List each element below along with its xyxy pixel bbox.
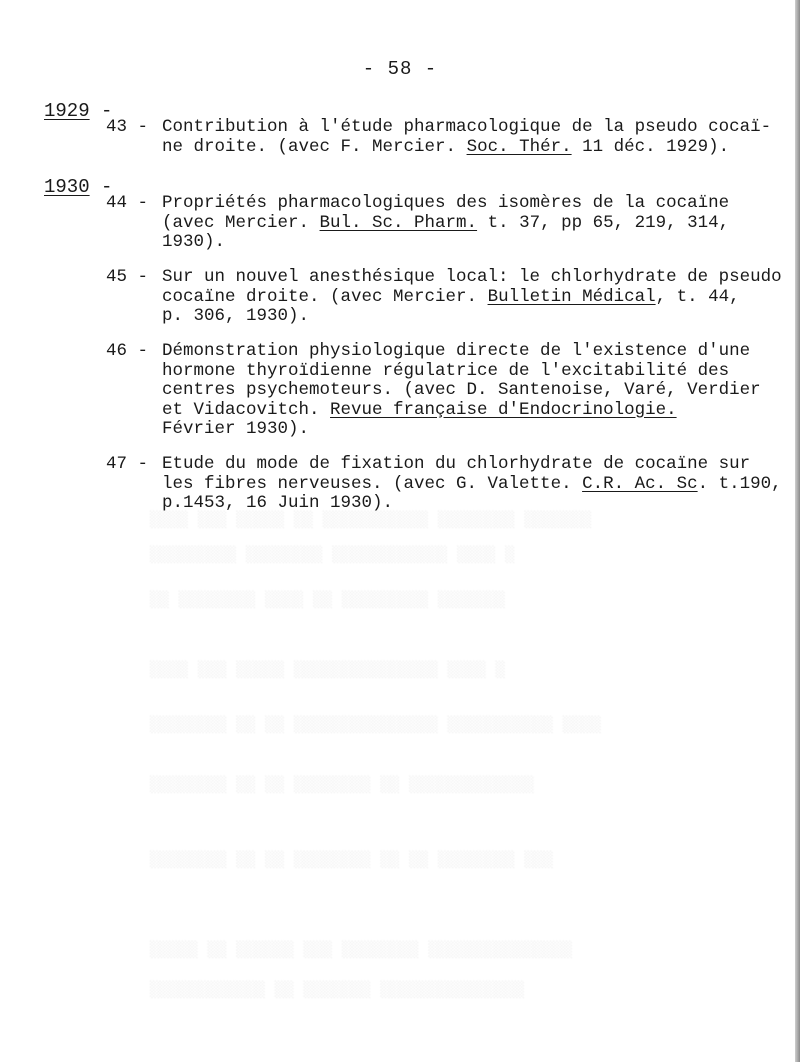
entry-text: hormone thyroïdienne régulatrice de l'excitabilité des (162, 360, 730, 381)
show-through-text: ░░░░░░░░░ ░░░░░░░░ ░░░░░░░░░░░░ ░░░░ ░ (150, 546, 515, 564)
bibliography-entry (106, 455, 796, 514)
entry-line (106, 268, 796, 288)
entry-text: les fibres nerveuses. (avec G. Valette. (162, 473, 583, 494)
bibliography-entry (106, 118, 796, 157)
page-edge (795, 0, 800, 1062)
entry-text: Démonstration physiologique directe de l'existence d'une (162, 341, 751, 361)
entry-line (106, 401, 796, 421)
entry-text: , t. 44, (655, 286, 740, 307)
entry-line (106, 381, 796, 401)
entry-line (106, 214, 796, 234)
entry-line (106, 475, 796, 495)
entry-text: Etude du mode de fixation du chlorhydrate de cocaïne sur (162, 454, 751, 474)
bibliography-entry (106, 194, 796, 253)
entry-text: et Vidacovitch. (162, 399, 331, 420)
page-number: - 58 - (362, 58, 438, 80)
entry-text: Contribution à l'étude pharmacologique de la pseudo cocaï- (162, 117, 772, 137)
entry-text: 11 déc. 1929). (571, 136, 730, 157)
entry-text: t. 37, pp 65, 219, 314, (477, 212, 730, 233)
entry-line (106, 420, 796, 440)
journal-title: Revue française d'Endocrinologie. (330, 399, 677, 420)
bibliography-entry (106, 342, 796, 440)
bibliography-entry (106, 268, 796, 327)
show-through-text: ░░░░░░░░ ░░ ░░ ░░░░░░░░ ░░ ░░░░░░░░░░░░░ (150, 776, 535, 794)
show-through-text: ░░░░░ ░░ ░░░░░░ ░░░ ░░░░░░░░ ░░░░░░░░░░░░░░░ (150, 941, 573, 959)
entry-number: 45 - (106, 267, 149, 287)
year-heading: 1930 - (44, 176, 113, 198)
entry-number: 43 - (106, 117, 149, 137)
entry-line (106, 233, 796, 253)
entry-line (106, 118, 796, 138)
entry-line (106, 362, 796, 382)
entry-text: 1930). (162, 232, 226, 252)
show-through-text: ░░░░ ░░░ ░░░░░ ░░░░░░░░░░░░░░░ ░░░░ ░ (150, 661, 506, 679)
entry-text: ne droite. (avec F. Mercier. (162, 136, 467, 157)
entry-line (106, 288, 796, 308)
show-through-text: ░░ ░░░░░░░░ ░░░░ ░░ ░░░░░░░░░ ░░░░░░░ (150, 591, 506, 609)
year-heading: 1929 - (44, 100, 113, 122)
entry-line (106, 194, 796, 214)
entry-number: 47 - (106, 454, 149, 474)
show-through-text: ░░░░░░░░ ░░ ░░ ░░░░░░░░░░░░░░░ ░░░░░░░░░░░ ░░░░ (150, 716, 602, 734)
entry-number: 44 - (106, 193, 149, 213)
entry-line (106, 307, 796, 327)
journal-title: Bulletin Médical (487, 286, 656, 307)
show-through-text: ░░░░░░░░ ░░ ░░ ░░░░░░░░ ░░ ░░ ░░░░░░░░ ░░░ (150, 851, 554, 869)
journal-title: C.R. Ac. Sc (582, 473, 698, 494)
entry-line (106, 138, 796, 158)
entry-line (106, 455, 796, 475)
entry-text: centres psychemoteurs. (avec D. Santenoise, Varé, Verdier (162, 380, 761, 400)
show-through-text: ░░░░ ░░░ ░░░░░ ░░ ░░░░░░░░░░░ ░░░░░░░░ ░░░░░░░ (150, 511, 592, 529)
entry-text: p.1453, 16 Juin 1930). (162, 493, 394, 513)
entry-text: . t.190, (697, 473, 782, 494)
entry-line (106, 342, 796, 362)
entry-text: cocaïne droite. (avec Mercier. (162, 286, 488, 307)
show-through-text: ░░░░░░░░░░░░ ░░ ░░░░░░░ ░░░░░░░░░░░░░░░ (150, 981, 525, 999)
entry-number: 46 - (106, 341, 149, 361)
entry-text: (avec Mercier. (162, 212, 320, 233)
entry-text: Sur un nouvel anesthésique local: le chlorhydrate de pseudo (162, 267, 782, 287)
entry-text: Propriétés pharmacologiques des isomères de la cocaïne (162, 193, 730, 213)
journal-title: Soc. Thér. (466, 136, 572, 157)
journal-title: Bul. Sc. Pharm. (319, 212, 478, 233)
entry-text: Février 1930). (162, 419, 310, 439)
entry-text: p. 306, 1930). (162, 306, 310, 326)
